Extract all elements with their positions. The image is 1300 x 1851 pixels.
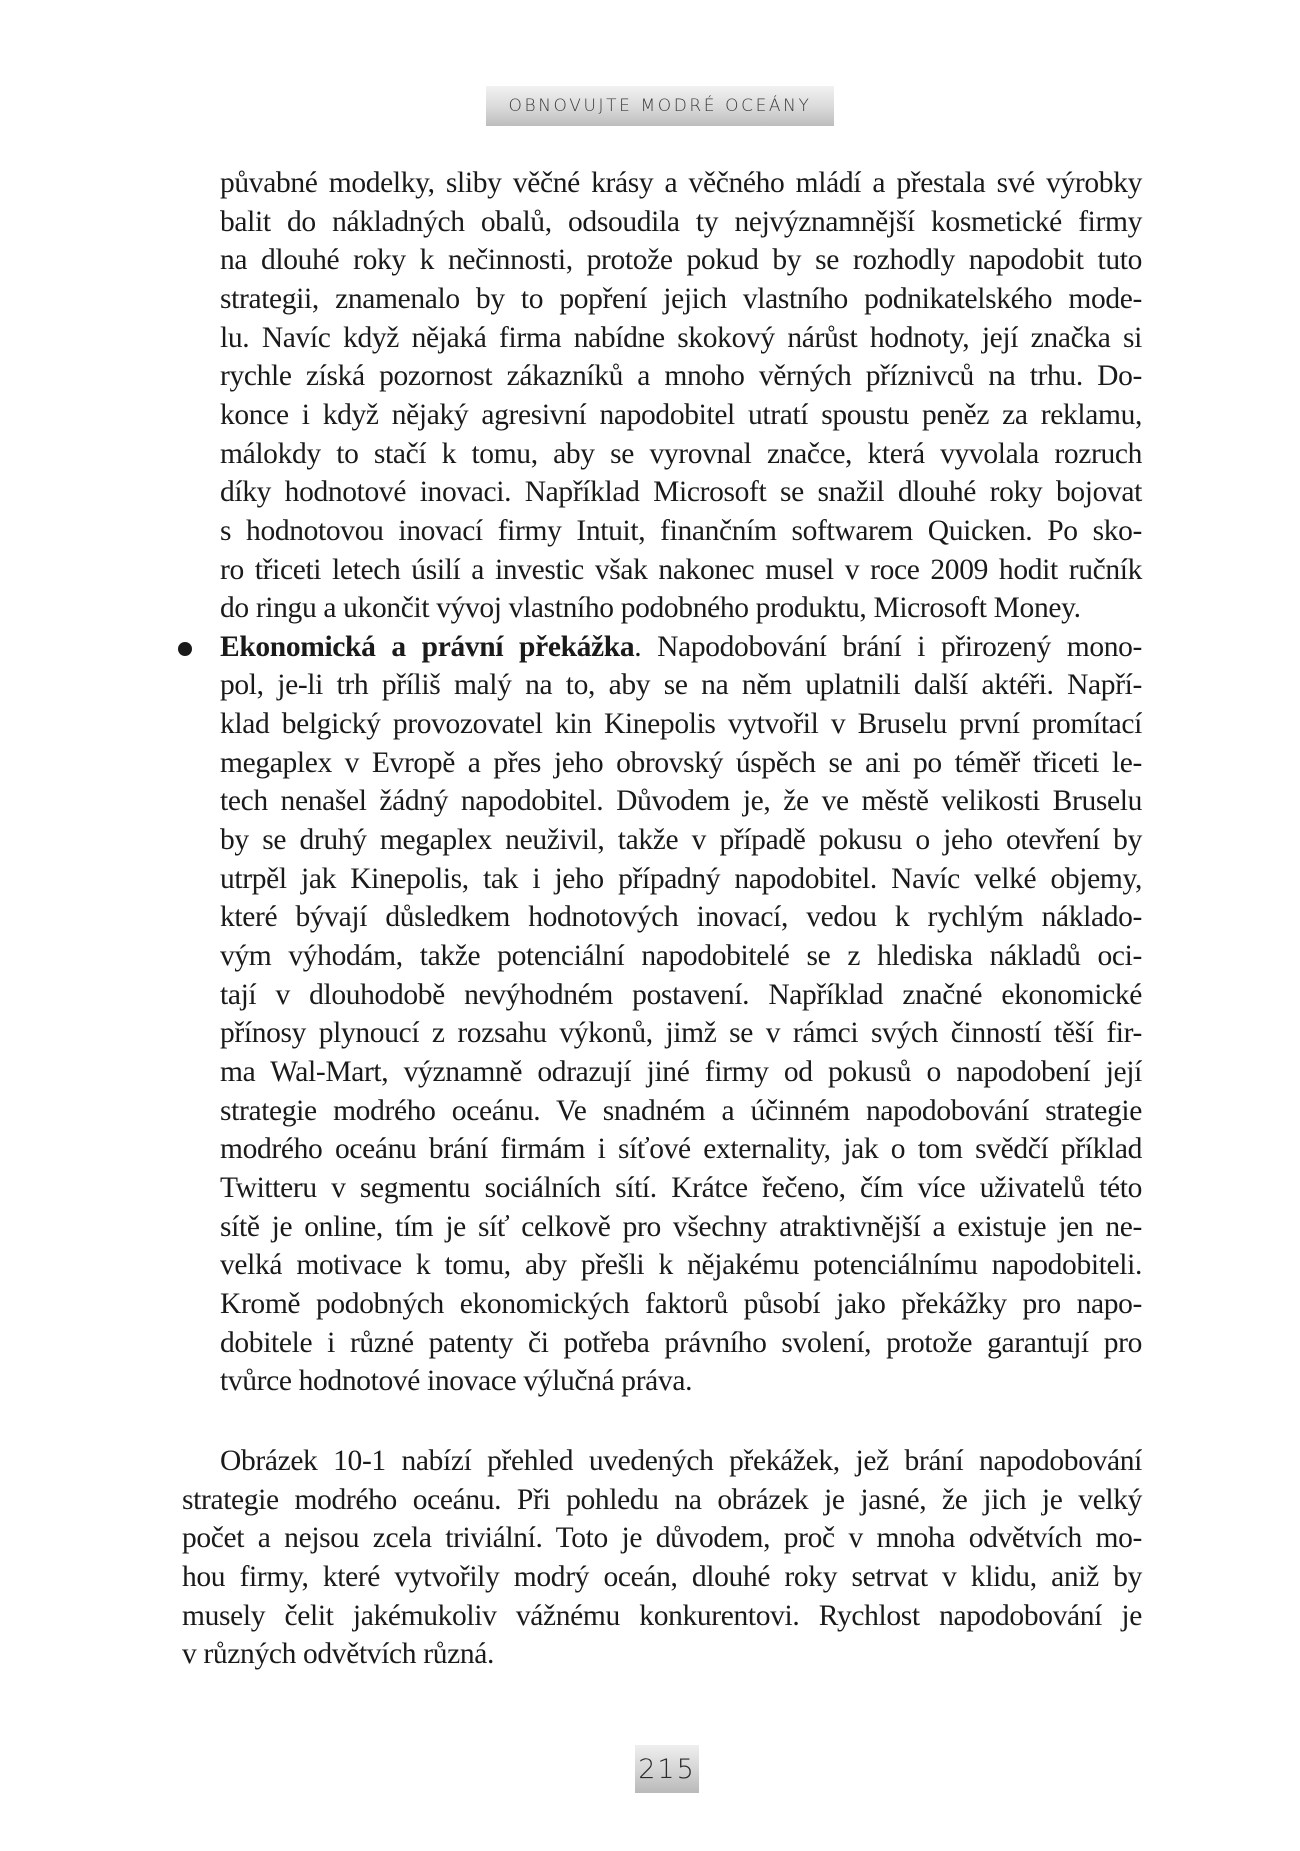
text-line: půvabné modelky, sliby věčné krásy a věčného mládí a přestala své výrobky [220,167,1142,199]
text-line: Kromě podobných ekonomických faktorů působí jako překážky pro napo- [220,1287,1142,1320]
text-line: tech nenašel žádný napodobitel. Důvodem je, že ve městě velikosti Bruselu [220,785,1142,818]
text-line: strategii, znamenalo by to popření jejich vlastního podnikatelského mode- [220,282,1142,315]
bullet-icon [178,642,192,656]
text-line: na dlouhé roky k nečinnosti, protože pokud by se rozhodly napodobit tuto [220,244,1142,277]
text-line: pol, je-li trh příliš malý na to, aby se na něm uplatnili další aktéři. Napří- [220,669,1142,702]
text-line: málokdy to stačí k tomu, aby se vyrovnal značce, která vyvolala rozruch [220,437,1142,470]
text-line: modrého oceánu brání firmám i síťové externality, jak o tom svědčí příklad [220,1133,1142,1166]
text-line: počet a nejsou zcela triviální. Toto je důvodem, proč v mnoha odvětvích mo- [182,1522,1142,1555]
text-line: klad belgický provozovatel kin Kinepolis vytvořil v Bruselu první promítací [220,708,1142,741]
running-header [486,86,834,126]
text-line: vým výhodám, takže potenciální napodobitelé se z hlediska nákladů oci- [220,940,1142,972]
text-line: přínosy plynoucí z rozsahu výkonů, jimž se v rámci svých činností těší fir- [220,1017,1142,1050]
text-line: konce i když nějaký agresivní napodobitel utratí spoustu peněz za reklamu, [220,398,1142,431]
text-line: musely čelit jakémukoliv vážnému konkurentovi. Rychlost napodobování je [182,1599,1142,1632]
text-line: hou firmy, které vytvořily modrý oceán, dlouhé roky setrvat v klidu, aniž by [182,1560,1142,1593]
text-line: které bývají důsledkem hodnotových inovací, vedou k rychlým náklado- [220,901,1142,934]
text-line: velká motivace k tomu, aby přešli k nějakému potenciálnímu napodobiteli. [220,1249,1142,1282]
text-line: sítě je online, tím je síť celkově pro všechny atraktivnější a existuje jen ne- [220,1210,1142,1243]
text-line: v různých odvětvích různá. [182,1638,495,1671]
text-line: Obrázek 10-1 nabízí přehled uvedených překážek, jež brání napodobování [220,1445,1142,1477]
text-line: dobitele i různé patenty či potřeba právního svolení, protože garantují pro [220,1326,1142,1359]
text-line: ma Wal-Mart, významně odrazují jiné firmy od pokusů o napodobení její [220,1055,1142,1088]
text-line: tvůrce hodnotové inovace výlučná práva. [220,1365,693,1398]
bullet-heading: Ekonomická a právní překážka [220,630,635,663]
text-line: do ringu a ukončit vývoj vlastního podobného produktu, Microsoft Money. [220,592,1081,625]
bullet-first-line [220,628,1142,666]
text-line: by se druhý megaplex neuživil, takže v případě pokusu o jeho otevření by [220,824,1142,857]
text-line: megaplex v Evropě a přes jeho obrovský úspěch se ani po téměř třiceti le- [220,746,1142,779]
page-number: 215 [638,1753,696,1785]
text-line: tají v dlouhodobě nevýhodném postavení. Například značné ekonomické [220,978,1142,1011]
text-line: díky hodnotové inovaci. Například Microsoft se snažil dlouhé roky bojovat [220,476,1142,509]
text-line: s hodnotovou inovací firmy Intuit, finančním softwarem Quicken. Po sko- [220,514,1142,547]
text-line: rychle získá pozornost zákazníků a mnoho věrných příznivců na trhu. Do- [220,360,1142,393]
page-number-box [635,1745,699,1793]
text-line: strategie modrého oceánu. Ve snadném a účinném napodobování strategie [220,1094,1142,1127]
text-line: Twitteru v segmentu sociálních sítí. Krátce řečeno, čím více uživatelů této [220,1171,1142,1204]
text-line: balit do nákladných obalů, odsoudila ty nejvýznamnější kosmetické firmy [220,205,1142,238]
text-line: lu. Navíc když nějaká firma nabídne skokový nárůst hodnoty, její značka si [220,321,1142,354]
text-line: strategie modrého oceánu. Při pohledu na obrázek je jasné, že jich je velký [182,1483,1142,1516]
running-title: OBNOVUJTE MODRÉ OCEÁNY [508,96,812,116]
text-line: ro třiceti letech úsilí a investic však nakonec musel v roce 2009 hodit ručník [220,553,1142,586]
bullet-first-line-text: . Napodobování brání i přirozený mono- [634,630,1143,663]
text-line: utrpěl jak Kinepolis, tak i jeho případný napodobitel. Navíc velké objemy, [220,862,1142,895]
